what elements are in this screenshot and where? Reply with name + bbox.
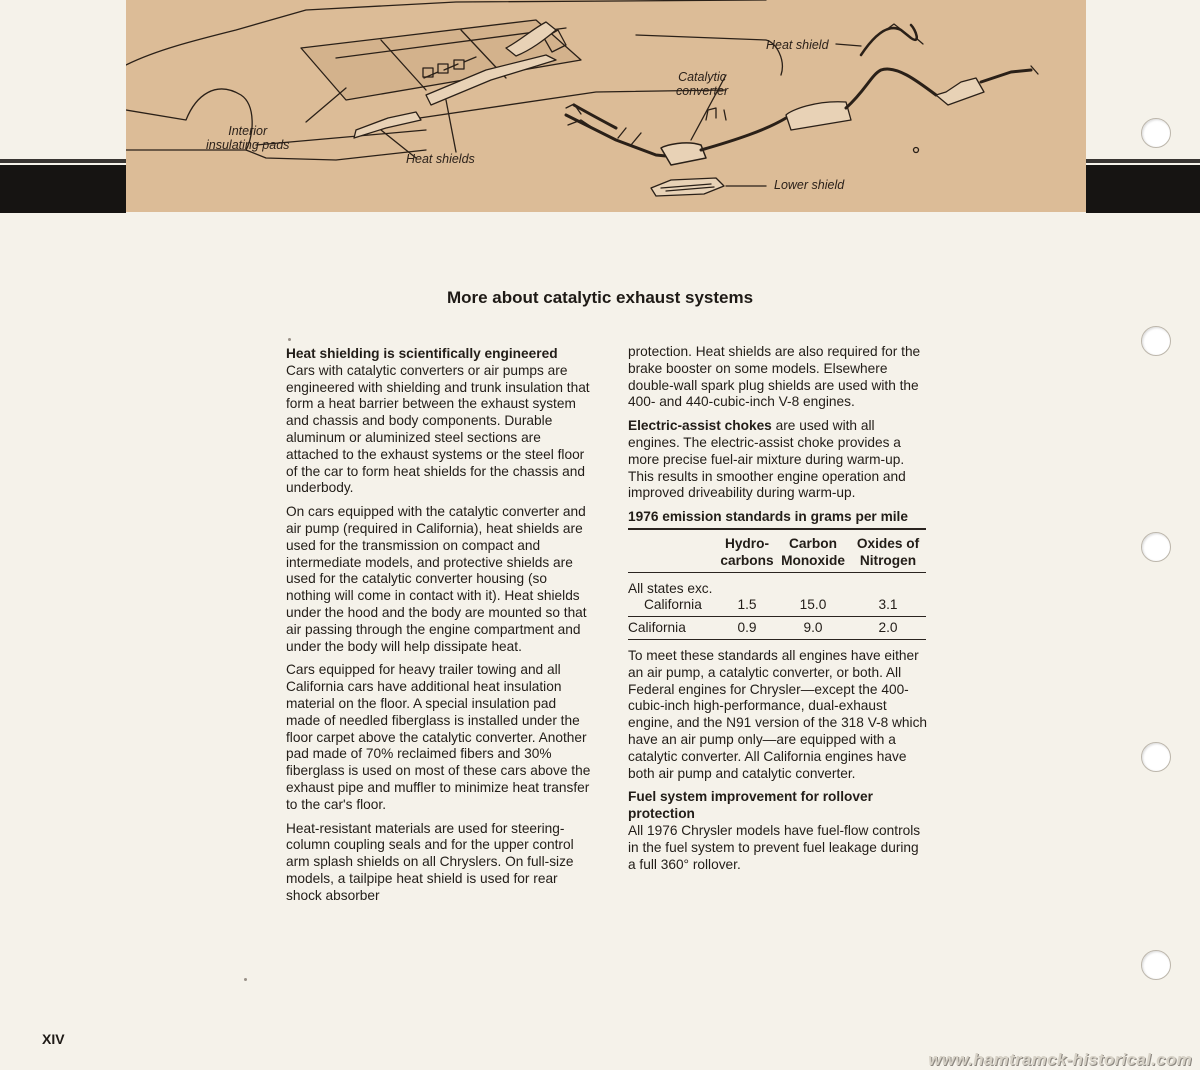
paragraph: To meet these standards all engines have either an air pump, a catalytic converter, or both. All Federal engines for Chrysler—except the 400-cubic-inch high-performance, dual-exhaust engine, and the N91 version of the 318 V-8 which have an air pump only—are equipped with a catalytic converter. All California engines have both air pump and catalytic converter. xyxy=(628,647,928,781)
table-row xyxy=(628,617,926,640)
cell-value: 15.0 xyxy=(776,572,850,617)
page-number: XIV xyxy=(42,1031,65,1047)
chokes-bold-lead: Electric-assist chokes xyxy=(628,418,772,434)
binder-hole xyxy=(1141,742,1171,772)
binder-hole xyxy=(1141,326,1171,356)
banner-stripe-edge-left xyxy=(0,159,126,163)
cell-value: 9.0 xyxy=(776,617,850,640)
binder-hole xyxy=(1141,950,1171,980)
exhaust-illustration xyxy=(126,0,1086,212)
fuel-system-heading: Fuel system improvement for rollover protection xyxy=(628,789,873,822)
cell-value: 0.9 xyxy=(718,617,776,640)
callout-heat-shields: Heat shields xyxy=(406,152,475,166)
banner-stripe-edge-right xyxy=(1086,159,1200,163)
heat-shield-leader xyxy=(836,44,861,46)
right-column xyxy=(628,344,928,880)
catalytic-converter-shape xyxy=(661,143,706,165)
row-label: All states exc. California xyxy=(628,572,718,617)
cell-value: 2.0 xyxy=(850,617,926,640)
muffler-front xyxy=(786,102,851,130)
paragraph: Cars equipped for heavy trailer towing and all California cars have additional heat insulation material on the floor. A special insulation pad made of needled fiberglass is installed under the floor carpet above the catalytic converter. Another pad made of 70% reclaimed fibers and 30% fiberglass is used on most of these cars above the exhaust pipe and muffler to minimize heat transfer to the car's floor. xyxy=(286,662,591,812)
paragraph: protection. Heat shields are also required for the brake booster on some models. Elsewhere double-wall spark plug shields are used with the 400- and 440-cubic-inch V-8 engines. xyxy=(628,344,921,410)
watermark: www.hamtramck-historical.com xyxy=(928,1050,1192,1069)
header-hydrocarbons: Hydro- carbons xyxy=(718,529,776,572)
callout-catalytic-converter: Catalytic converter xyxy=(676,70,729,98)
speck xyxy=(288,338,291,341)
chokes-text: are used with all engines. The electric-assist choke provides a more precise fuel-air mixture during warm-up. This results in smoother engine operation and improved driveability during warm-up. xyxy=(628,418,906,501)
paragraph: All 1976 Chrysler models have fuel-flow controls in the fuel system to prevent fuel leakage during a full 360° rollover. xyxy=(628,822,921,872)
paragraph: Heat-resistant materials are used for steering-column coupling seals and for the upper control arm splash shields on all Chryslers. On full-size models, a tailpipe heat shield is used for rear shock absorber xyxy=(286,820,574,903)
paragraph: Cars with catalytic converters or air pumps are engineered with shielding and trunk insulation that form a heat barrier between the exhaust system and chassis and body components. Durable aluminum or aluminized steel sections are attached to the exhaust systems or the steel floor of the car to form heat shields for the chassis and underbody. xyxy=(286,362,590,496)
callout-heat-shield: Heat shield xyxy=(766,38,829,52)
speck xyxy=(244,978,247,981)
car-underbody-drawing xyxy=(126,0,1086,212)
muffler-rear xyxy=(936,78,984,105)
callout-lower-shield: Lower shield xyxy=(774,178,845,192)
table-corner xyxy=(628,529,718,572)
emission-table-title: 1976 emission standards in grams per mile xyxy=(628,509,908,525)
heat-shielding-heading: Heat shielding is scientifically engineered xyxy=(286,346,558,361)
binder-hole xyxy=(1141,532,1171,562)
table-row xyxy=(628,572,926,617)
banner-stripe-left xyxy=(0,165,126,213)
cell-value: 1.5 xyxy=(718,572,776,617)
paragraph: On cars equipped with the catalytic converter and air pump (required in California), heat shields are used for the transmission on compact and intermediate models, and protective shields are used for the catalytic converter housing (so nothing will come in contact with it). Heat shields under the hood and the body are mounted so that air passing through the engine compartment and under the body will help dissipate heat. xyxy=(286,504,587,654)
callout-interior-insulating-pads: Interior insulating pads xyxy=(206,124,290,152)
row-label: California xyxy=(628,617,718,640)
left-column xyxy=(286,346,591,912)
emission-standards-table xyxy=(628,528,926,640)
banner-stripe-right xyxy=(1086,165,1200,213)
cell-value: 3.1 xyxy=(850,572,926,617)
page-title: More about catalytic exhaust systems xyxy=(446,288,754,307)
binder-hole xyxy=(1141,118,1171,148)
header-oxides-of-nitrogen: Oxides of Nitrogen xyxy=(850,529,926,572)
header-carbon-monoxide: Carbon Monoxide xyxy=(776,529,850,572)
chokes-paragraph xyxy=(628,418,928,502)
